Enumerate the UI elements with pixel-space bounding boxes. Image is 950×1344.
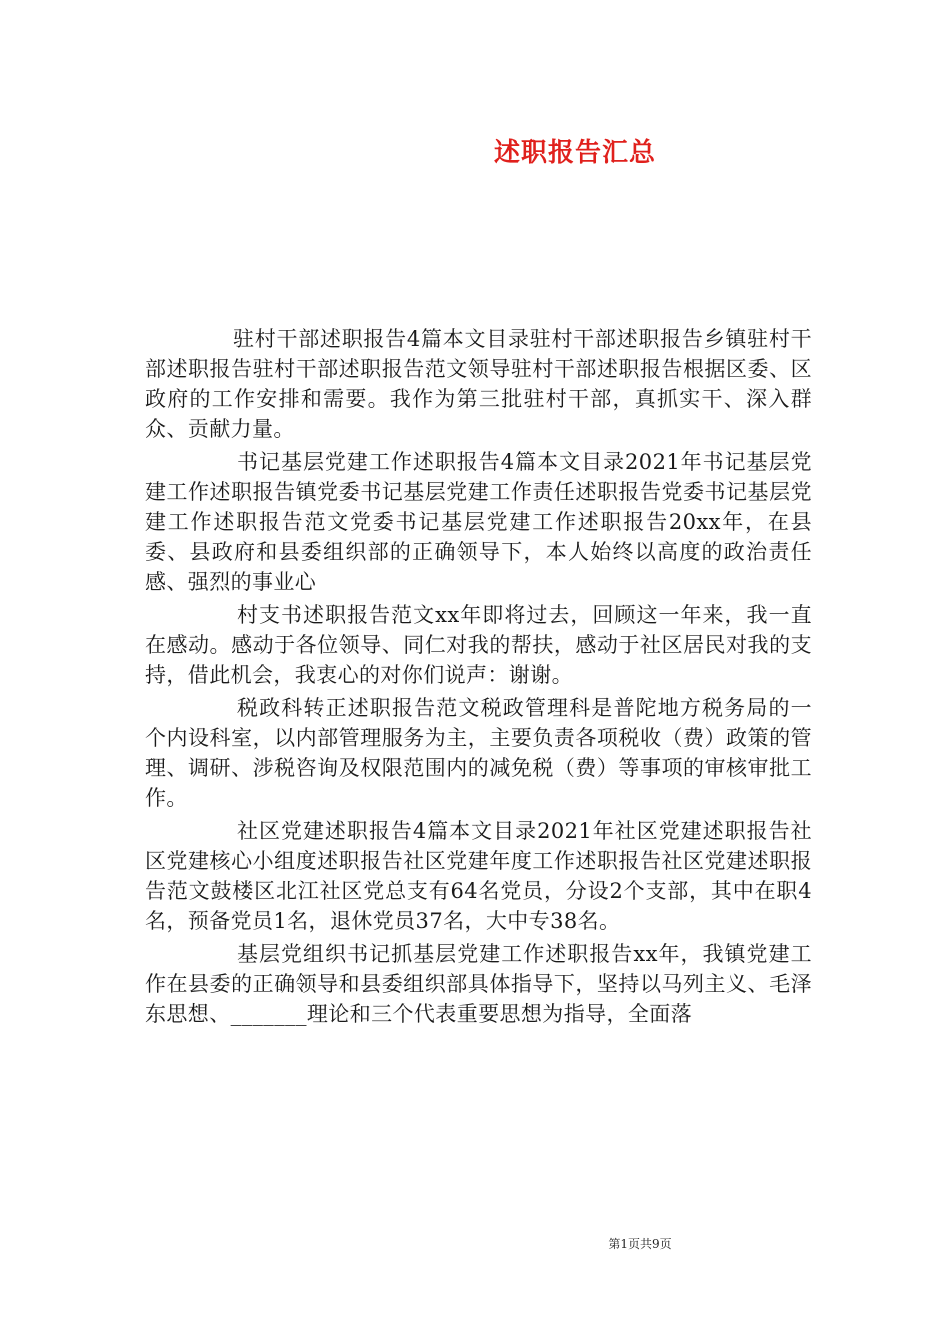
paragraph: 基层党组织书记抓基层党建工作述职报告xx年，我镇党建工作在县委的正确领导和县委组织部具体指导下，坚持以马列主义、毛泽东思想、_______理论和三个代表重要思想为指导，全面落 xyxy=(145,942,812,1026)
page-title: 述职报告汇总 xyxy=(493,138,656,168)
paragraph: 驻村干部述职报告4篇本文目录驻村干部述职报告乡镇驻村干部述职报告驻村干部述职报告范文领导驻村干部述职报告根据区委、区政府的工作安排和需要。我作为第三批驻村干部，真抓实干、深入群众、贡献力量。 xyxy=(145,327,812,441)
page-footer: 第1页共9页 xyxy=(608,1237,672,1251)
paragraph: 税政科转正述职报告范文税政管理科是普陀地方税务局的一个内设科室，以内部管理服务为主，主要负责各项税收（费）政策的管理、调研、涉税咨询及权限范围内的减免税（费）等事项的审核审批工作。 xyxy=(145,696,812,810)
paragraph: 社区党建述职报告4篇本文目录2021年社区党建述职报告社区党建核心小组度述职报告社区党建年度工作述职报告社区党建述职报告范文鼓楼区北江社区党总支有64名党员，分设2个支部，其中在职4名，预备党员1名，退休党员37名，大中专38名。 xyxy=(145,819,812,933)
paragraph: 书记基层党建工作述职报告4篇本文目录2021年书记基层党建工作述职报告镇党委书记基层党建工作责任述职报告党委书记基层党建工作述职报告范文党委书记基层党建工作述职报告20xx年，在县委、县政府和县委组织部的正确领导下，本人始终以高度的政治责任感、强烈的事业心 xyxy=(145,450,812,594)
document-body xyxy=(145,324,812,1032)
paragraph: 村支书述职报告范文xx年即将过去，回顾这一年来，我一直在感动。感动于各位领导、同仁对我的帮扶，感动于社区居民对我的支持，借此机会，我衷心的对你们说声：谢谢。 xyxy=(145,603,812,687)
